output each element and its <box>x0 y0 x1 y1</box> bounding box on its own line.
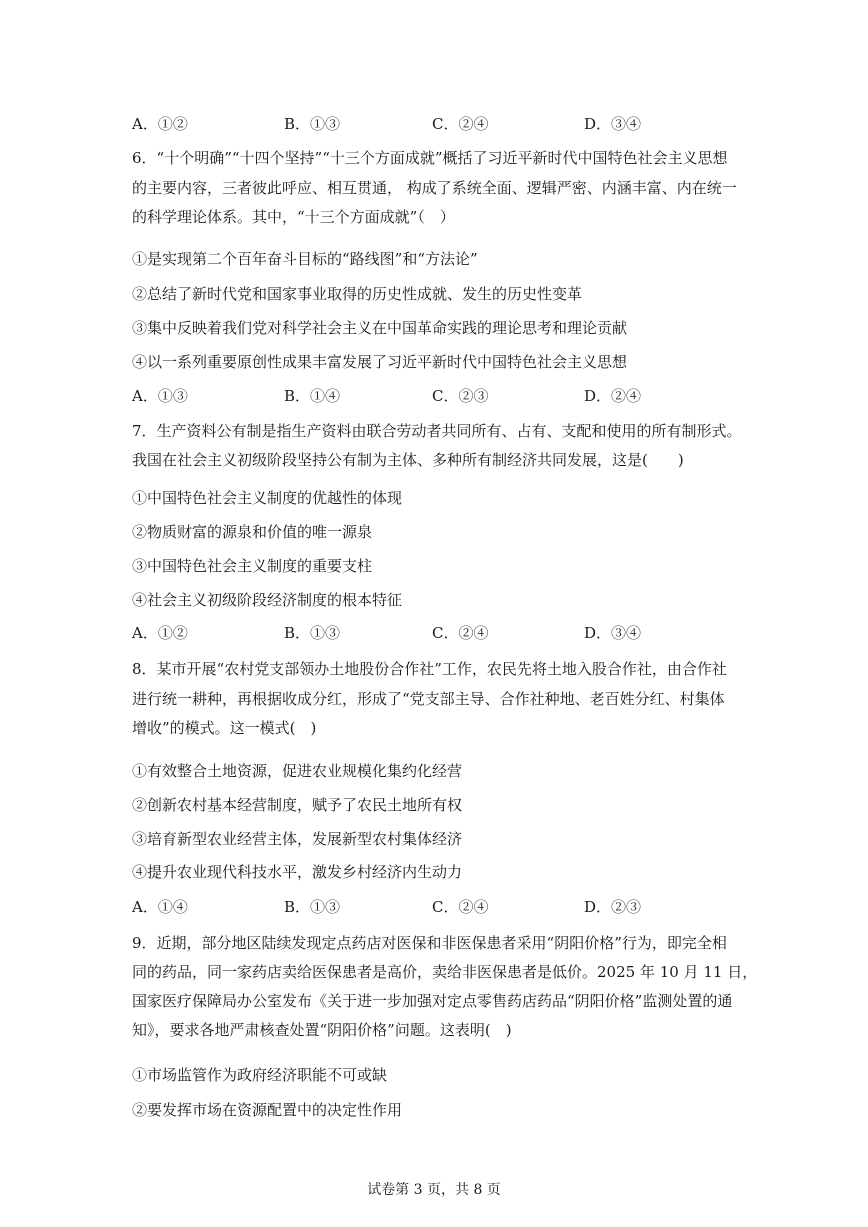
option-d: D．②④ <box>584 387 642 405</box>
q8-stem-line-2: 进行统一耕种，再根据收成分红，形成了“党支部主导、合作社种地、老百姓分红、村集体 <box>132 690 725 708</box>
option-c: C．②④ <box>432 624 489 642</box>
option-b: B．①③ <box>284 898 341 916</box>
q7-item-1: ①中国特色社会主义制度的优越性的体现 <box>132 489 403 507</box>
q6-options <box>132 385 752 407</box>
option-d: D．③④ <box>584 115 642 133</box>
option-b: B．①④ <box>284 387 341 405</box>
q6-stem-line-2: 的主要内容，三者彼此呼应、相互贯通， 构成了系统全面、逻辑严密、内涵丰富、内在统一 <box>132 179 737 197</box>
q6-item-1: ①是实现第二个百年奋斗目标的“路线图”和“方法论” <box>132 250 478 268</box>
option-c: C．②④ <box>432 115 489 133</box>
q8-stem-line-1: 8．某市开展“农村党支部领办土地股份合作社”工作，农民先将土地入股合作社，由合作社 <box>132 660 727 678</box>
q6-item-4: ④以一系列重要原创性成果丰富发展了习近平新时代中国特色社会主义思想 <box>132 353 628 371</box>
q8-item-3: ③培育新型农业经营主体，发展新型农村集体经济 <box>132 830 463 848</box>
q9-stem-line-2: 同的药品，同一家药店卖给医保患者是高价，卖给非医保患者是低价。2025 年 10 月 11 日， <box>132 963 758 981</box>
option-a: A．①② <box>132 624 188 642</box>
q6-stem-line-1: 6．“十个明确”“十四个坚持”“十三个方面成就”概括了习近平新时代中国特色社会主义思想 <box>132 149 728 167</box>
q7-options <box>132 622 752 644</box>
q6-item-2: ②总结了新时代党和国家事业取得的历史性成就、发生的历史性变革 <box>132 285 583 303</box>
option-a: A．①④ <box>132 898 188 916</box>
q7-item-2: ②物质财富的源泉和价值的唯一源泉 <box>132 523 373 541</box>
option-c: C．②③ <box>432 387 489 405</box>
q7-item-3: ③中国特色社会主义制度的重要支柱 <box>132 557 373 575</box>
q7-item-4: ④社会主义初级阶段经济制度的根本特征 <box>132 591 403 609</box>
option-b: B．①③ <box>284 624 341 642</box>
option-b: B．①③ <box>284 115 341 133</box>
q5-options <box>132 113 752 135</box>
option-a: A．①③ <box>132 387 188 405</box>
q7-stem-line-2: 我国在社会主义初级阶段坚持公有制为主体、多种所有制经济共同发展，这是( ) <box>132 451 684 469</box>
q8-item-4: ④提升农业现代科技水平，激发乡村经济内生动力 <box>132 863 463 881</box>
q8-stem-line-3: 增收”的模式。这一模式( ) <box>132 719 317 737</box>
page-footer: 试卷第 3 页，共 8 页 <box>367 1182 501 1198</box>
q9-item-1: ①市场监管作为政府经济职能不可或缺 <box>132 1066 388 1084</box>
option-c: C．②④ <box>432 898 489 916</box>
q6-item-3: ③集中反映着我们党对科学社会主义在中国革命实践的理论思考和理论贡献 <box>132 319 628 337</box>
option-a: A．①② <box>132 115 188 133</box>
q8-item-1: ①有效整合土地资源，促进农业规模化集约化经营 <box>132 762 463 780</box>
q6-stem-line-3: 的科学理论体系。其中，“十三个方面成就”（ ） <box>132 208 455 226</box>
q9-stem-line-3: 国家医疗保障局办公室发布《关于进一步加强对定点零售药店药品“阴阳价格”监测处置的通 <box>132 992 733 1010</box>
q9-stem-line-1: 9．近期，部分地区陆续发现定点药店对医保和非医保患者采用“阴阳价格”行为，即完全相 <box>132 934 727 952</box>
option-d: D．②③ <box>584 898 642 916</box>
q9-stem-line-4: 知》，要求各地严肃核查处置“阴阳价格”问题。这表明( ) <box>132 1021 512 1039</box>
q7-stem-line-1: 7．生产资料公有制是指生产资料由联合劳动者共同所有、占有、支配和使用的所有制形式。 <box>132 422 742 440</box>
q8-options <box>132 896 752 918</box>
q8-item-2: ②创新农村基本经营制度，赋予了农民土地所有权 <box>132 796 463 814</box>
option-d: D．③④ <box>584 624 642 642</box>
q9-item-2: ②要发挥市场在资源配置中的决定性作用 <box>132 1101 403 1119</box>
